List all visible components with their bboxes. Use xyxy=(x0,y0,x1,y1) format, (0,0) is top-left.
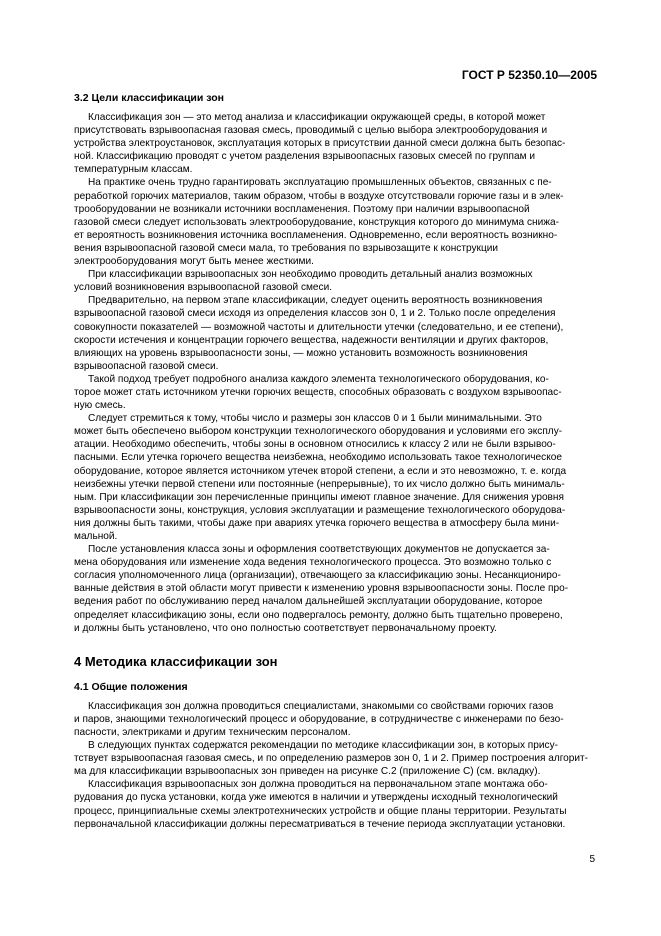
paragraph: После установления класса зоны и оформления соответствующих документов не допускается за- мена оборудования или изменение хода ведения технологического процесса. Это возможно только с согласия уполномоченного лица (организации), отвечающего за классификацию зоны. Несанкциониро- ванные действия в этой области могут привести к изменению уровня взрывоопасности зоны. После про- ведения работ по обслуживанию перед началом дальнейшей эксплуатации оборудование, которое определяет классификацию зоны, если оно подвергалось ремонту, должно быть тщательно проверено, и должны быть установлено, что оно полностью соответствует первоначальному проекту. xyxy=(74,544,569,634)
document-id-header: ГОСТ Р 52350.10—2005 xyxy=(461,68,597,82)
section-3-2-title: 3.2 Цели классификации зон xyxy=(74,92,224,104)
paragraph: Следует стремиться к тому, чтобы число и размеры зон классов 0 и 1 были минимальными. Это может быть обеспечено выбором конструкции технологического оборудования и условиями его эксплу- атации. Необходимо обеспечить, чтобы зоны в основном относились к классу 2 или не были взрывоо- пасными. Если утечка горючего вещества неизбежна, необходимо использовать такое технологическое оборудование, которое является источником утечек второй степени, а если и это невозможно, т. е. когда неизбежны утечки первой степени или постоянные (непрерывные), то их число должно быть минималь- ным. При классификации зон перечисленные принципы имеют главное значение. Для снижения уровня взрывоопасности зоны, конструкция, условия эксплуатации и размещение технологического оборудова- ния должны быть такими, чтобы даже при авариях утечка горючего вещества в атмосферу была мини- мальной. xyxy=(74,413,567,542)
page-content xyxy=(74,91,590,831)
section-4-1-heading: 4.1 Общие положения xyxy=(74,680,188,693)
page-number: 5 xyxy=(589,854,595,865)
paragraph: Классификация зон — это метод анализа и классификации окружающей среды, в которой может присутствовать взрывоопасная газовая смесь, проводимый с целью выбора электрооборудования и устройства электроустановок, эксплуатация которых в присутствии данной смеси должна быть безопас- ной. Классификацию проводят с учетом разделения взрывоопасных газовых смесей по группам и температурным классам. xyxy=(74,112,566,176)
paragraph: На практике очень трудно гарантировать эксплуатацию промышленных объектов, связанных с пе- реработкой горючих материалов, таким образом, чтобы в воздухе отсутствовали горючие газы и в элек- трооборудовании не возникали источники воспламенения. Поэтому при наличии взрывоопасной газовой смеси следует использовать электрооборудование, конструкция которого до минимума снижа- ет вероятность возникновения источника воспламенения. Одновременно, если вероятность возникно- вения взрывоопасной газовой смеси мала, то требования по взрывозащите к конструкции электрооборудования могут быть менее жесткими. xyxy=(74,177,564,268)
paragraph: Классификация взрывоопасных зон должна проводиться на первоначальном этапе монтажа обо- рудования до пуска установки, когда уже имеются в наличии и утверждены исходный технологический процесс, принципиальные схемы электротехнических устройств и общие планы территории. Результаты первоначальной классификации должны пересматриваться в течение периода эксплуатации установки. xyxy=(74,779,567,830)
paragraph: В следующих пунктах содержатся рекомендации по методике классификации зон, в которых прису- тствует взрывоопасная газовая смесь, и по определению размеров зон 0, 1 и 2. Пример построения алгорит- ма для классификации взрывоопасных зон приведен на рисунке С.2 (приложение С) (см. вкладку). xyxy=(74,740,589,778)
paragraph: Классификация зон должна проводиться специалистами, знакомыми со свойствами горючих газов и паров, знающими технологический процесс и оборудование, в сотрудничестве с инженерами по безо- пасности, электриками и другим техническим персоналом. xyxy=(74,700,564,738)
paragraph: Предварительно, на первом этапе классификации, следует оценить вероятность возникновения взрывоопасной газовой смеси исходя из определения классов зон 0, 1 и 2. Только после определения совокупности показателей — возможной частоты и длительности утечки (следовательно, и ее степени), скорости истечения и концентрации горючего вещества, надежности вентиляции и других факторов, влияющих на уровень взрывоопасности зоны, — можно установить возможность возникновения взрывоопасной газовой смеси. xyxy=(74,295,564,372)
paragraph: При классификации взрывоопасных зон необходимо проводить детальный анализ возможных условий возникновения взрывоопасной газовой смеси. xyxy=(74,269,533,294)
section-4-heading: 4 Методика классификации зон xyxy=(74,653,278,669)
paragraph: Такой подход требует подробного анализа каждого элемента технологического оборудования, ко- торое может стать источником утечки горючих веществ, способных образовать с воздухом взрывоопас- ную смесь. xyxy=(74,373,562,412)
